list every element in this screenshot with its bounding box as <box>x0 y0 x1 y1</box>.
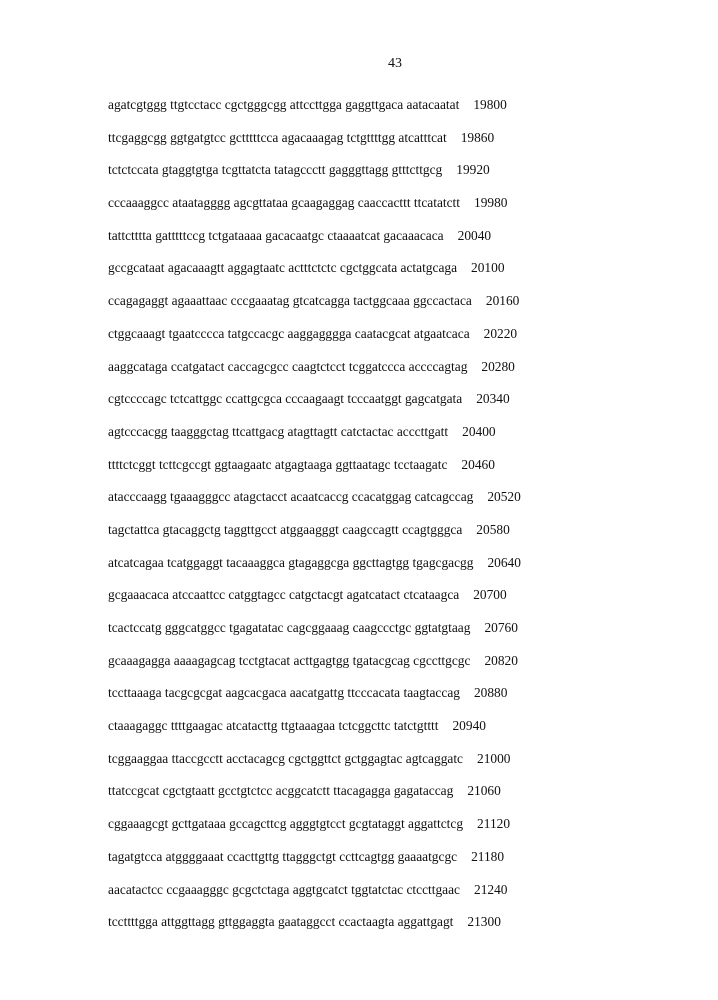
sequence-position-number: 21240 <box>474 881 508 897</box>
sequence-row <box>108 782 578 815</box>
sequence-row <box>108 358 578 391</box>
sequence-text: ttttctcggt tcttcgccgt ggtaagaatc atgagtaaga ggttaatagc tcctaagatc <box>108 456 448 472</box>
sequence-row <box>108 881 578 914</box>
sequence-row <box>108 684 578 717</box>
sequence-row <box>108 194 578 227</box>
sequence-text: cggaaagcgt gcttgataaa gccagcttcg agggtgtcct gcgtataggt aggattctcg <box>108 816 464 832</box>
sequence-row <box>108 586 578 619</box>
sequence-row <box>108 521 578 554</box>
sequence-text: gcaaagagga aaaagagcag tcctgtacat acttgagtgg tgatacgcag cgccttgcgc <box>108 652 471 668</box>
sequence-text: agtcccacgg taagggctag ttcattgacg atagttagtt catctactac acccttgatt <box>108 423 449 439</box>
sequence-row <box>108 913 578 946</box>
sequence-position-number: 19860 <box>460 129 495 145</box>
sequence-position-number: 21000 <box>477 750 511 766</box>
sequence-row <box>108 259 578 292</box>
sequence-position-number: 20280 <box>481 358 515 374</box>
sequence-text: atcatcagaa tcatggaggt tacaaaggca gtagaggcga ggcttagtgg tgagcgacgg <box>108 554 474 570</box>
sequence-position-number: 20580 <box>476 521 510 537</box>
sequence-position-number: 19920 <box>456 162 490 178</box>
sequence-row <box>108 292 578 325</box>
sequence-position-number: 20400 <box>462 423 496 439</box>
sequence-text: tctctccata gtaggtgtga tcgttatcta tatagccctt gagggttagg gtttcttgcg <box>108 162 443 178</box>
sequence-text: gccgcataat agacaaagtt aggagtaatc actttctctc cgctggcata actatgcaga <box>108 260 458 276</box>
sequence-position-number: 19980 <box>474 195 508 211</box>
sequence-text: agatcgtggg ttgtcctacc cgctgggcgg attccttgga gaggttgaca aatacaatat <box>108 97 460 112</box>
sequence-position-number: 20220 <box>483 325 518 341</box>
sequence-position-number: 20820 <box>484 652 518 668</box>
sequence-row <box>108 96 578 129</box>
sequence-position-number: 20100 <box>471 260 505 276</box>
sequence-row <box>108 456 578 489</box>
sequence-text: cccaaaggcc ataatagggg agcgttataa gcaagaggag caaccacttt ttcatatctt <box>108 195 460 211</box>
sequence-position-number: 21300 <box>467 914 501 930</box>
sequence-position-number: 20640 <box>487 554 521 570</box>
sequence-position-number: 21180 <box>471 848 505 864</box>
sequence-row <box>108 750 578 783</box>
page-number: 43 <box>388 56 402 71</box>
sequence-position-number: 20760 <box>484 620 518 635</box>
sequence-row <box>108 619 578 652</box>
sequence-position-number: 21120 <box>477 816 511 832</box>
sequence-listing <box>108 96 578 946</box>
sequence-position-number: 20160 <box>485 293 520 309</box>
sequence-text: tccttttgga attggttagg gttggaggta gaataggcct ccactaagta aggattgagt <box>108 914 454 930</box>
sequence-row <box>108 227 578 260</box>
sequence-position-number: 19800 <box>473 97 507 112</box>
sequence-position-number: 20460 <box>461 456 495 472</box>
sequence-position-number: 20340 <box>476 391 510 407</box>
sequence-row <box>108 390 578 423</box>
sequence-text: tagctattca gtacaggctg taggttgcct atggaagggt caagccagtt ccagtgggca <box>108 521 463 537</box>
sequence-text: aaggcataga ccatgatact caccagcgcc caagtctcct tcggatccca accccagtag <box>108 358 468 374</box>
sequence-position-number: 20040 <box>457 227 492 243</box>
sequence-position-number: 20520 <box>487 489 521 505</box>
sequence-text: atacccaagg tgaaagggcc atagctacct acaatcaccg ccacatggag catcagccag <box>108 489 474 505</box>
sequence-text: cgtccccagc tctcattggc ccattgcgca cccaagaagt tcccaatggt gagcatgata <box>108 391 463 407</box>
sequence-text: tattctttta gatttttccg tctgataaaa gacacaatgc ctaaaatcat gacaaacaca <box>108 227 444 243</box>
sequence-row <box>108 717 578 750</box>
sequence-row <box>108 652 578 685</box>
sequence-row <box>108 423 578 456</box>
sequence-text: ttatccgcat cgctgtaatt gcctgtctcc acggcatctt ttacagagga gagataccag <box>108 783 454 799</box>
sequence-row <box>108 554 578 587</box>
sequence-position-number: 20700 <box>473 587 507 603</box>
sequence-text: tagatgtcca atggggaaat ccacttgttg ttagggctgt ccttcagtgg gaaaatgcgc <box>108 848 458 864</box>
sequence-text: ctaaagaggc ttttgaagac atcatacttg ttgtaaagaa tctcggcttc tatctgtttt <box>108 718 439 734</box>
sequence-text: ttcgaggcgg ggtgatgtcc gctttttcca agacaaagag tctgttttgg atcatttcat <box>108 129 447 145</box>
sequence-text: tccttaaaga tacgcgcgat aagcacgaca aacatgattg ttcccacata taagtaccag <box>108 685 460 701</box>
sequence-row <box>108 129 578 162</box>
sequence-row <box>108 161 578 194</box>
sequence-text: ccagagaggt agaaattaac cccgaaatag gtcatcagga tactggcaaa ggccactaca <box>108 293 472 309</box>
sequence-position-number: 21060 <box>467 783 501 799</box>
sequence-text: tcactccatg gggcatggcc tgagatatac cagcggaaag caagccctgc ggtatgtaag <box>108 620 471 635</box>
sequence-position-number: 20940 <box>452 718 486 734</box>
sequence-text: tcggaaggaa ttaccgcctt acctacagcg cgctggttct gctggagtac agtcaggatc <box>108 750 464 766</box>
sequence-row <box>108 848 578 881</box>
sequence-row <box>108 325 578 358</box>
sequence-text: ctggcaaagt tgaatcccca tatgccacgc aaggagggga caatacgcat atgaatcaca <box>108 325 470 341</box>
sequence-position-number: 20880 <box>473 685 508 701</box>
sequence-text: gcgaaacaca atccaattcc catggtagcc catgctacgt agatcatact ctcataagca <box>108 587 460 603</box>
sequence-text: aacatactcc ccgaaagggc gcgctctaga aggtgcatct tggtatctac ctccttgaac <box>108 881 460 897</box>
sequence-row <box>108 815 578 848</box>
sequence-row <box>108 488 578 521</box>
